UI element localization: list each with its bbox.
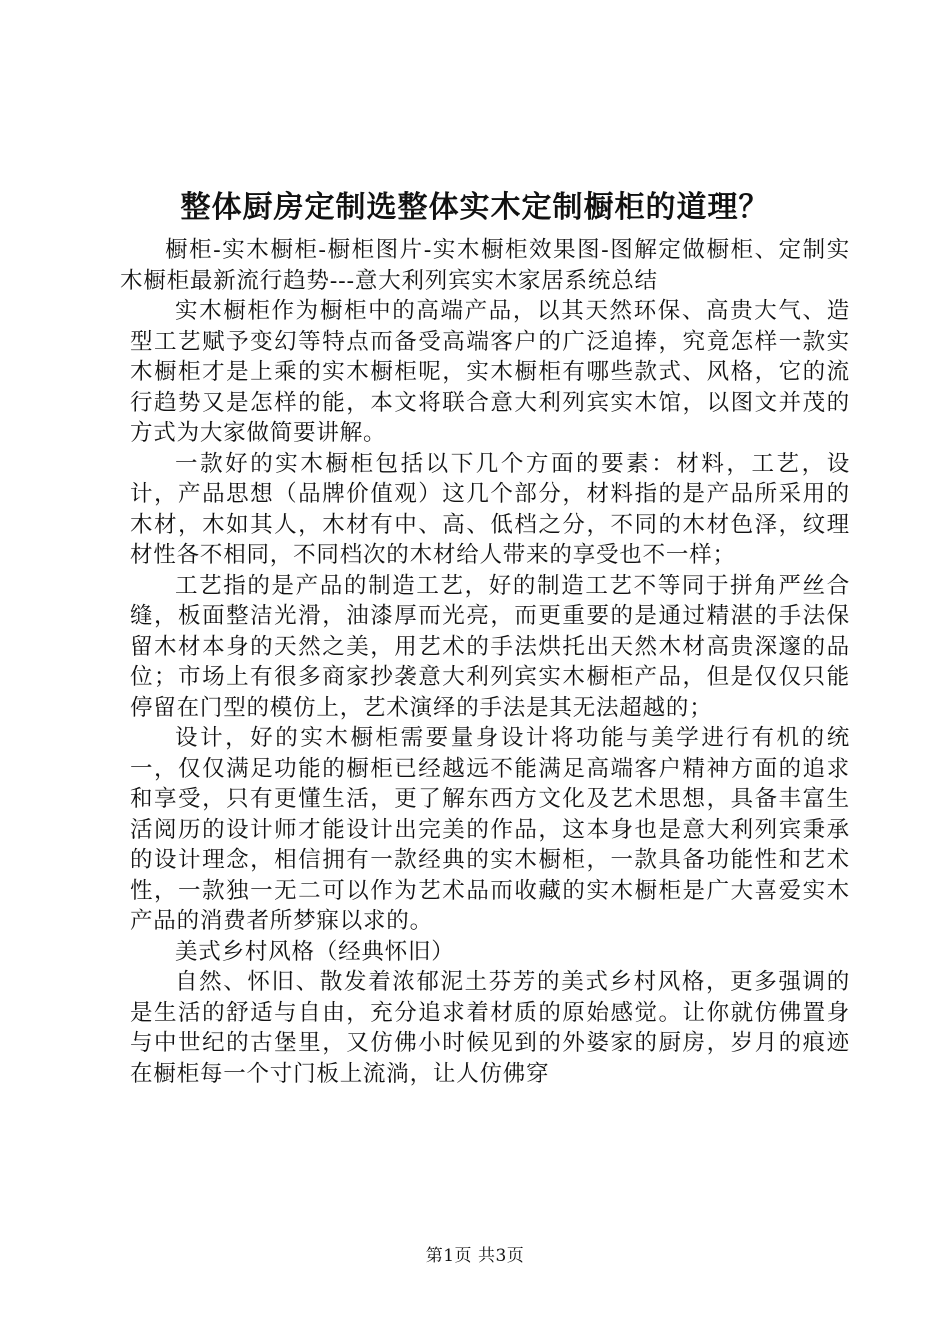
paragraph-overview: 实木橱柜作为橱柜中的高端产品，以其天然环保、高贵大气、造型工艺赋予变幻等特点而备受高端客户的广泛追捧，究竟怎样一款实木橱柜才是上乘的实木橱柜呢，实木橱柜有哪些款式、风格，它的流行趋势又是怎样的能，本文将联合意大利列宾实木馆，以图文并茂的方式为大家做简要讲解。 (130, 298, 850, 446)
section-heading: 美式乡村风格（经典怀旧） (175, 938, 455, 965)
paragraph-materials: 一款好的实木橱柜包括以下几个方面的要素：材料，工艺，设计，产品思想（品牌价值观）这几个部分，材料指的是产品所采用的木材，木如其人，木材有中、高、低档之分，不同的木材色泽，纹理材性各不相同，不同档次的木材给人带来的享受也不一样； (130, 450, 850, 568)
paragraph-american-style: 自然、怀旧、散发着浓郁泥土芬芳的美式乡村风格，更多强调的是生活的舒适与自由，充分追求着材质的原始感觉。让你就仿佛置身与中世纪的古堡里，又仿佛小时候见到的外婆家的厨房，岁月的痕迹在橱柜每一个寸门板上流淌，让人仿佛穿 (130, 969, 850, 1087)
intro-paragraph: 橱柜-实木橱柜-橱柜图片-实木橱柜效果图-图解定做橱柜、定制实木橱柜最新流行趋势---意大利列宾实木家居系统总结 (120, 237, 850, 294)
paragraph-craft: 工艺指的是产品的制造工艺，好的制造工艺不等同于拼角严丝合缝，板面整洁光滑，油漆厚而光亮，而更重要的是通过精湛的手法保留木材本身的天然之美，用艺术的手法烘托出天然木材高贵深邃的品位；市场上有很多商家抄袭意大利列宾实木橱柜产品，但是仅仅只能停留在门型的模仿上，艺术演绎的手法是其无法超越的； (130, 572, 850, 721)
paragraph-design: 设计，好的实木橱柜需要量身设计将功能与美学进行有机的统一，仅仅满足功能的橱柜已经越远不能满足高端客户精神方面的追求和享受，只有更懂生活，更了解东西方文化及艺术思想，具备丰富生活阅历的设计师才能设计出完美的作品，这本身也是意大利列宾秉承的设计理念，相信拥有一款经典的实木橱柜，一款具备功能性和艺术性，一款独一无二可以作为艺术品而收藏的实木橱柜是广大喜爱实木产品的消费者所梦寐以求的。 (130, 725, 850, 934)
document-body (120, 235, 850, 1089)
document-title: 整体厨房定制选整体实木定制橱柜的道理？ (180, 190, 770, 225)
page-footer: 第1页 共3页 (425, 1246, 525, 1266)
